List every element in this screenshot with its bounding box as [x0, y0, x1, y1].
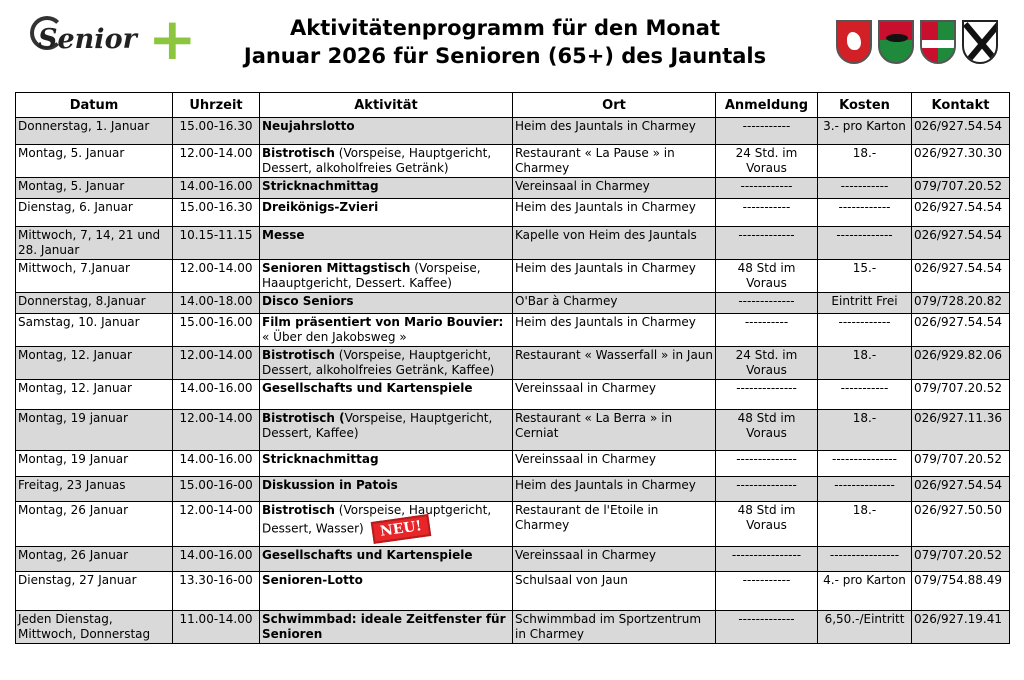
title-line-1: Aktivitätenprogramm für den Monat [289, 16, 720, 40]
cell-ort: Vereinssaal in Charmey [513, 451, 716, 477]
activity-title: Stricknachmittag [262, 452, 379, 466]
logo-text: Senior [38, 24, 137, 55]
cell-kontakt: 026/927.50.50 [912, 502, 1010, 547]
cell-uhrzeit: 15.00-16.00 [173, 314, 260, 347]
activity-title: Bistrotisch [262, 503, 335, 517]
col-header-kontakt: Kontakt [912, 93, 1010, 118]
col-header-uhrzeit: Uhrzeit [173, 93, 260, 118]
table-row [16, 227, 1010, 260]
cell-kontakt: 079/754.88.49 [912, 572, 1010, 611]
activity-title: Bistrotisch [262, 146, 335, 160]
cell-ort: Schulsaal von Jaun [513, 572, 716, 611]
activity-title: Gesellschafts und Kartenspiele [262, 381, 473, 395]
cell-uhrzeit: 11.00-14.00 [173, 611, 260, 644]
crest-saltire-icon [962, 20, 998, 64]
cell-anmeldung: ------------ [716, 178, 818, 199]
cell-kontakt: 079/707.20.52 [912, 380, 1010, 410]
cell-anmeldung: 24 Std. im Voraus [716, 145, 818, 178]
cell-kontakt: 026/927.54.54 [912, 118, 1010, 145]
cell-uhrzeit: 14.00-16.00 [173, 380, 260, 410]
cell-kontakt: 026/927.54.54 [912, 314, 1010, 347]
cell-datum: Montag, 12. Januar [16, 347, 173, 380]
cell-ort: Restaurant « La Pause » in Charmey [513, 145, 716, 178]
cell-aktivitaet [260, 502, 513, 547]
activity-title: Schwimmbad: ideale Zeitfenster für Senioren [262, 612, 506, 641]
municipal-crests [836, 20, 1006, 68]
cell-anmeldung: 48 Std im Voraus [716, 502, 818, 547]
cell-ort: Heim des Jauntals in Charmey [513, 314, 716, 347]
cell-kontakt: 026/927.54.54 [912, 227, 1010, 260]
activity-description: (Vorspeise, Haauptgericht, Dessert. Kaffee) [262, 261, 481, 290]
cell-kosten: 4.- pro Karton [818, 572, 912, 611]
cell-anmeldung: ------------- [716, 611, 818, 644]
cell-aktivitaet [260, 451, 513, 477]
cell-uhrzeit: 14.00-16.00 [173, 451, 260, 477]
cell-ort: Kapelle von Heim des Jauntals [513, 227, 716, 260]
cell-kontakt: 079/728.20.82 [912, 293, 1010, 314]
cell-kosten: --------------- [818, 451, 912, 477]
col-header-aktivitaet: Aktivität [260, 93, 513, 118]
senior-plus-logo [30, 5, 197, 73]
cell-kosten: 3.- pro Karton [818, 118, 912, 145]
cell-aktivitaet [260, 178, 513, 199]
neu-badge: NEU! [370, 514, 430, 544]
activity-title: Film präsentiert von Mario Bouvier: [262, 315, 504, 329]
cell-datum: Jeden Dienstag, Mittwoch, Donnerstag [16, 611, 173, 644]
cell-kontakt: 026/927.30.30 [912, 145, 1010, 178]
cell-uhrzeit: 12.00-14.00 [173, 410, 260, 451]
page-title [200, 14, 810, 70]
cell-ort: Heim des Jauntals in Charmey [513, 477, 716, 502]
cell-datum: Montag, 12. Januar [16, 380, 173, 410]
activity-title: Stricknachmittag [262, 179, 379, 193]
cell-kontakt: 026/927.54.54 [912, 260, 1010, 293]
cell-ort: Vereinssaal in Charmey [513, 547, 716, 572]
cell-datum: Montag, 26 Januar [16, 547, 173, 572]
activity-title: Senioren-Lotto [262, 573, 363, 587]
cell-kosten: Eintritt Frei [818, 293, 912, 314]
cell-kontakt: 026/927.11.36 [912, 410, 1010, 451]
cell-kontakt: 079/707.20.52 [912, 451, 1010, 477]
cell-aktivitaet [260, 380, 513, 410]
cell-uhrzeit: 12.00-14.00 [173, 260, 260, 293]
table-row [16, 199, 1010, 227]
table-row [16, 347, 1010, 380]
activity-title: Dreikönigs-Zvieri [262, 200, 379, 214]
cell-datum: Dienstag, 6. Januar [16, 199, 173, 227]
cell-uhrzeit: 12.00-14.00 [173, 145, 260, 178]
cell-kosten: ---------------- [818, 547, 912, 572]
cell-datum: Donnerstag, 8.Januar [16, 293, 173, 314]
cell-aktivitaet [260, 293, 513, 314]
cell-datum: Montag, 5. Januar [16, 178, 173, 199]
col-header-anmeldung: Anmeldung [716, 93, 818, 118]
cell-aktivitaet [260, 611, 513, 644]
cell-anmeldung: ---------------- [716, 547, 818, 572]
cell-datum: Samstag, 10. Januar [16, 314, 173, 347]
activity-description: Vorspeise, Hauptgericht, Dessert, Kaffee) [262, 411, 493, 440]
cell-ort: Vereinsaal in Charmey [513, 178, 716, 199]
cell-aktivitaet [260, 199, 513, 227]
crest-red-icon [836, 20, 872, 64]
cell-aktivitaet [260, 118, 513, 145]
title-line-2: Januar 2026 für Senioren (65+) des Jauntals [243, 44, 767, 68]
table-row [16, 502, 1010, 547]
table-row [16, 293, 1010, 314]
activity-description: (Vorspeise, Hauptgericht, Dessert, Wasser) [262, 503, 492, 536]
cell-anmeldung: 24 Std. im Voraus [716, 347, 818, 380]
cell-aktivitaet [260, 227, 513, 260]
cell-kontakt: 026/927.54.54 [912, 199, 1010, 227]
cell-aktivitaet [260, 260, 513, 293]
col-header-datum: Datum [16, 93, 173, 118]
table-row [16, 410, 1010, 451]
cell-kosten: 18.- [818, 502, 912, 547]
cell-kontakt: 026/927.54.54 [912, 477, 1010, 502]
cell-kontakt: 026/927.19.41 [912, 611, 1010, 644]
activity-title: Disco Seniors [262, 294, 354, 308]
cell-uhrzeit: 15.00-16.30 [173, 199, 260, 227]
cell-uhrzeit: 14.00-18.00 [173, 293, 260, 314]
cell-uhrzeit: 15.00-16-00 [173, 477, 260, 502]
cell-datum: Donnerstag, 1. Januar [16, 118, 173, 145]
table-row [16, 380, 1010, 410]
activity-description: (Vorspeise, Hauptgericht, Dessert, alkoholfreies Getränk, Kaffee) [262, 348, 495, 377]
table-row [16, 572, 1010, 611]
cell-uhrzeit: 12.00-14.00 [173, 347, 260, 380]
cell-kontakt: 079/707.20.52 [912, 178, 1010, 199]
cell-kontakt: 026/929.82.06 [912, 347, 1010, 380]
cell-kosten: ------------ [818, 314, 912, 347]
cell-datum: Mittwoch, 7.Januar [16, 260, 173, 293]
cell-anmeldung: ----------- [716, 199, 818, 227]
table-body [16, 118, 1010, 644]
cell-anmeldung: 48 Std im Voraus [716, 410, 818, 451]
cell-anmeldung: ----------- [716, 118, 818, 145]
col-header-ort: Ort [513, 93, 716, 118]
cell-anmeldung: ----------- [716, 572, 818, 611]
cell-anmeldung: ---------- [716, 314, 818, 347]
crest-split-icon [920, 20, 956, 64]
activity-title: Neujahrslotto [262, 119, 355, 133]
logo-plus-icon: + [148, 5, 197, 73]
cell-kosten: 18.- [818, 347, 912, 380]
cell-ort: Restaurant « La Berra » in Cerniat [513, 410, 716, 451]
cell-kontakt: 079/707.20.52 [912, 547, 1010, 572]
cell-datum: Mittwoch, 7, 14, 21 und 28. Januar [16, 227, 173, 260]
cell-uhrzeit: 15.00-16.30 [173, 118, 260, 145]
table-row [16, 145, 1010, 178]
cell-ort: Vereinssaal in Charmey [513, 380, 716, 410]
cell-uhrzeit: 10.15-11.15 [173, 227, 260, 260]
table-row [16, 118, 1010, 145]
col-header-kosten: Kosten [818, 93, 912, 118]
cell-datum: Montag, 19 Januar [16, 451, 173, 477]
cell-aktivitaet [260, 477, 513, 502]
cell-ort: Heim des Jauntals in Charmey [513, 260, 716, 293]
table-row [16, 314, 1010, 347]
cell-ort: Heim des Jauntals in Charmey [513, 118, 716, 145]
table-row [16, 547, 1010, 572]
cell-datum: Montag, 19 januar [16, 410, 173, 451]
cell-anmeldung: 48 Std im Voraus [716, 260, 818, 293]
activity-title: Senioren Mittagstisch [262, 261, 411, 275]
activity-title: Diskussion in Patois [262, 478, 398, 492]
cell-aktivitaet [260, 572, 513, 611]
cell-kosten: -------------- [818, 477, 912, 502]
cell-kosten: ----------- [818, 380, 912, 410]
crest-red-green-icon [878, 20, 914, 64]
table-row [16, 611, 1010, 644]
cell-anmeldung: ------------- [716, 227, 818, 260]
cell-uhrzeit: 12.00-14-00 [173, 502, 260, 547]
cell-datum: Montag, 26 Januar [16, 502, 173, 547]
cell-ort: Heim des Jauntals in Charmey [513, 199, 716, 227]
cell-kosten: ------------ [818, 199, 912, 227]
cell-kosten: ----------- [818, 178, 912, 199]
cell-ort: O'Bar à Charmey [513, 293, 716, 314]
cell-kosten: 15.- [818, 260, 912, 293]
activity-title: Gesellschafts und Kartenspiele [262, 548, 473, 562]
cell-kosten: 18.- [818, 410, 912, 451]
cell-datum: Freitag, 23 Januas [16, 477, 173, 502]
activity-description: « Über den Jakobsweg » [262, 330, 407, 344]
table-row [16, 477, 1010, 502]
cell-uhrzeit: 13.30-16-00 [173, 572, 260, 611]
cell-anmeldung: ------------- [716, 293, 818, 314]
activity-table [15, 92, 1010, 644]
cell-kosten: ------------- [818, 227, 912, 260]
activity-title: Messe [262, 228, 305, 242]
table-header-row [16, 93, 1010, 118]
cell-anmeldung: -------------- [716, 451, 818, 477]
cell-ort: Schwimmbad im Sportzentrum in Charmey [513, 611, 716, 644]
cell-aktivitaet [260, 314, 513, 347]
cell-datum: Dienstag, 27 Januar [16, 572, 173, 611]
cell-ort: Restaurant de l'Etoile in Charmey [513, 502, 716, 547]
table-row [16, 260, 1010, 293]
cell-anmeldung: -------------- [716, 380, 818, 410]
cell-kosten: 6,50.-/Eintritt [818, 611, 912, 644]
cell-aktivitaet [260, 410, 513, 451]
activity-title: Bistrotisch ( [262, 411, 345, 425]
cell-aktivitaet [260, 547, 513, 572]
cell-ort: Restaurant « Wasserfall » in Jaun [513, 347, 716, 380]
cell-datum: Montag, 5. Januar [16, 145, 173, 178]
cell-uhrzeit: 14.00-16.00 [173, 178, 260, 199]
activity-description: (Vorspeise, Hauptgericht, Dessert, alkoholfreies Getränk) [262, 146, 492, 175]
table-row [16, 451, 1010, 477]
cell-aktivitaet [260, 145, 513, 178]
cell-uhrzeit: 14.00-16.00 [173, 547, 260, 572]
cell-kosten: 18.- [818, 145, 912, 178]
table-row [16, 178, 1010, 199]
cell-aktivitaet [260, 347, 513, 380]
cell-anmeldung: -------------- [716, 477, 818, 502]
activity-title: Bistrotisch [262, 348, 335, 362]
